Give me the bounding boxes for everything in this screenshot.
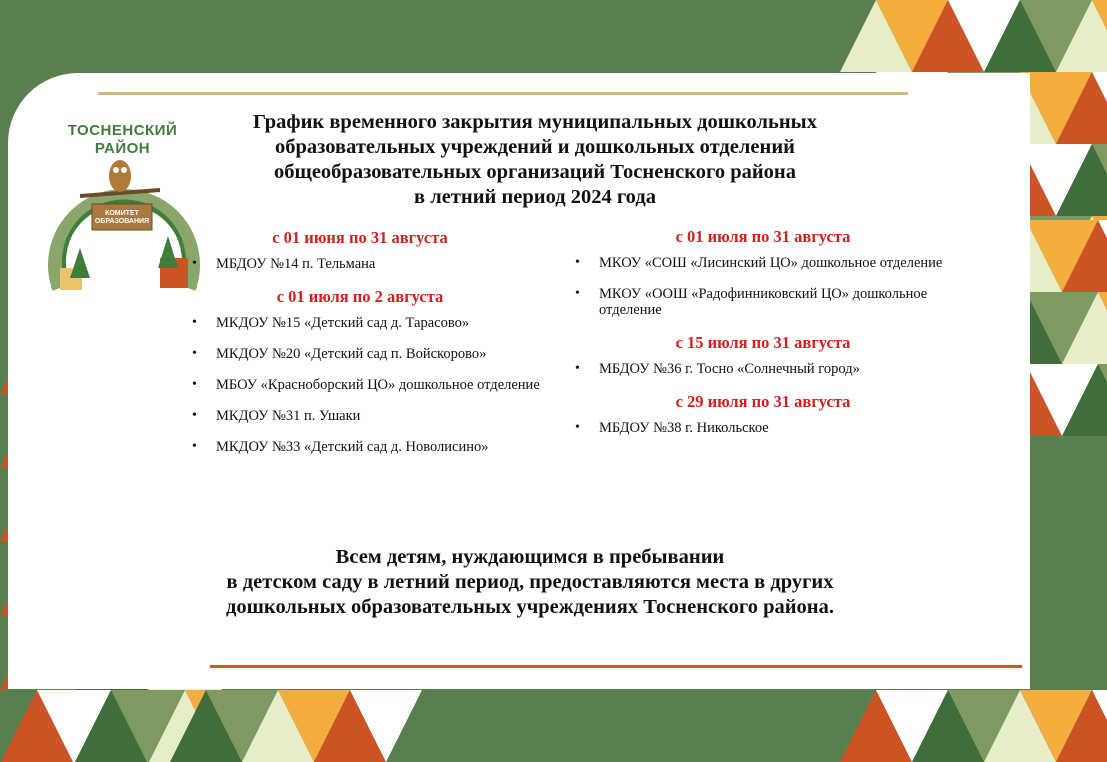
title-line: в летний период 2024 года bbox=[414, 186, 656, 208]
note-line: Всем детям, нуждающимся в пребывании bbox=[335, 546, 725, 568]
list-item: • МБДОУ №36 г. Тосно «Солнечный город» bbox=[573, 361, 953, 377]
institution-list bbox=[573, 361, 953, 377]
institution-list bbox=[190, 315, 560, 455]
list-item: • МБДОУ №14 п. Тельмана bbox=[190, 256, 560, 272]
institution-list bbox=[190, 256, 560, 272]
list-item: • МКДОУ №20 «Детский сад п. Войскорово» bbox=[190, 346, 560, 362]
note-line: дошкольных образовательных учреждениях Тосненского района. bbox=[225, 596, 834, 618]
list-item: • МКОУ «ООШ «Радофинниковский ЦО» дошкольное отделение bbox=[573, 286, 953, 318]
logo-sign-line1: КОМИТЕТ bbox=[105, 210, 139, 217]
right-schedule-column bbox=[573, 227, 953, 451]
institution-list bbox=[573, 420, 953, 436]
list-item: • МКОУ «СОШ «Лисинский ЦО» дошкольное отделение bbox=[573, 255, 953, 271]
title-line: График временного закрытия муниципальных дошкольных bbox=[253, 111, 817, 133]
list-item: • МБДОУ №38 г. Никольское bbox=[573, 420, 953, 436]
list-item: • МБОУ «Красноборский ЦО» дошкольное отделение bbox=[190, 377, 560, 393]
closing-note bbox=[200, 545, 860, 620]
title-line: общеобразовательных организаций Тосненского района bbox=[274, 161, 796, 183]
period-heading: с 29 июля по 31 августа bbox=[675, 392, 851, 411]
bottom-divider bbox=[210, 665, 1022, 668]
period-heading: с 15 июля по 31 августа bbox=[675, 333, 851, 352]
top-divider bbox=[98, 92, 908, 95]
institution-list bbox=[573, 255, 953, 318]
page-title bbox=[180, 110, 890, 210]
list-item: • МКДОУ №31 п. Ушаки bbox=[190, 408, 560, 424]
note-line: в детском саду в летний период, предоставляются места в других bbox=[226, 571, 834, 593]
period-heading: с 01 июля по 2 августа bbox=[276, 287, 444, 306]
logo-district-line1: ТОСНЕНСКИЙ bbox=[67, 122, 178, 139]
period-heading: с 01 июня по 31 августа bbox=[272, 228, 448, 247]
period-heading: с 01 июля по 31 августа bbox=[675, 227, 851, 246]
list-item: • МКДОУ №33 «Детский сад д. Новолисино» bbox=[190, 439, 560, 455]
list-item: • МКДОУ №15 «Детский сад д. Тарасово» bbox=[190, 315, 560, 331]
title-line: образовательных учреждений и дошкольных отделений bbox=[275, 136, 795, 158]
left-schedule-column bbox=[190, 228, 560, 470]
logo-sign-line2: ОБРАЗОВАНИЯ bbox=[94, 218, 150, 225]
logo-district-line2: РАЙОН bbox=[94, 140, 151, 157]
